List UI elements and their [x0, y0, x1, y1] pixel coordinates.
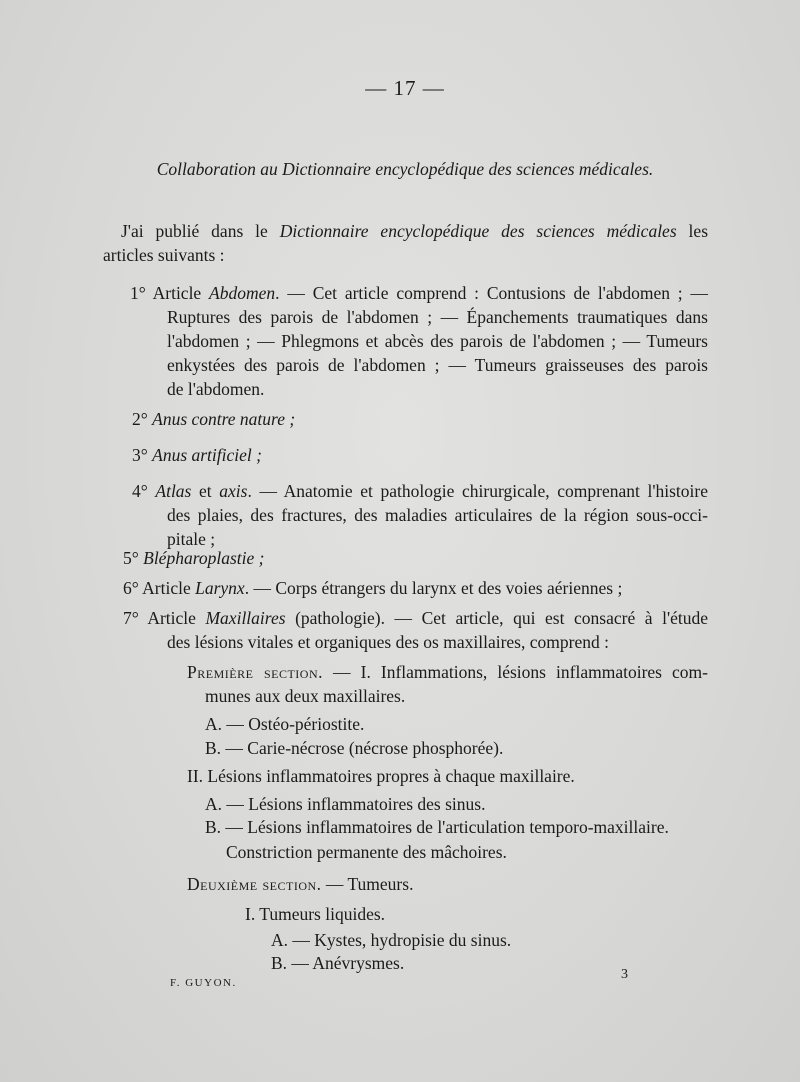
item-1-line-4: enkystées des parois de l'abdomen ; — Tumeurs graisseuses des parois — [167, 355, 708, 375]
item-text: Article — [138, 608, 206, 628]
item-number: 1° — [130, 283, 146, 303]
section-2-subheading-i: I. Tumeurs liquides. — [245, 904, 386, 924]
item-text: Article — [138, 578, 196, 598]
dictionary-title: Dictionnaire encyclopédique des sciences médicales — [279, 221, 677, 241]
section-1-ii-item-a: A. — Lésions inflammatoires des sinus. — [205, 794, 486, 814]
item-number: 7° — [123, 608, 139, 628]
item-number: 3° — [132, 445, 148, 465]
intro-line-1 — [121, 219, 708, 243]
folio-number: 3 — [621, 967, 628, 982]
section-1-ii-item-b: B. — Lésions inflammatoires de l'articulation temporo-maxillaire. — [205, 817, 669, 837]
item-1-line-3: l'abdomen ; — Phlegmons et abcès des parois de l'abdomen ; — Tumeurs — [167, 331, 708, 351]
item-1-line-5: de l'abdomen. — [167, 379, 265, 399]
item-number: 6° — [123, 578, 139, 598]
item-text: (pathologie). — Cet article, qui est consacré à l'étude — [285, 608, 708, 628]
item-number: 4° — [132, 481, 148, 501]
item-text: . — Corps étrangers du larynx et des voies aériennes ; — [244, 578, 623, 598]
item-1-line-2: Ruptures des parois de l'abdomen ; — Épanchements traumatiques dans — [167, 307, 708, 327]
item-2 — [132, 407, 295, 431]
intro-text: J'ai publié dans le — [121, 221, 280, 241]
item-7-line-2: des lésions vitales et organiques des os maxillaires, comprend : — [167, 632, 609, 652]
item-text: . — Anatomie et pathologie chirurgicale, comprenant l'histoire — [247, 481, 709, 501]
section-1-line-1 — [187, 660, 708, 684]
section-heading: Deuxième section. — [187, 874, 322, 894]
article-name: Abdomen — [209, 283, 276, 303]
article-name: Maxillaires — [205, 608, 286, 628]
section-1-item-a: A. — Ostéo-périostite. — [205, 714, 365, 734]
section-1-constriction: Constriction permanente des mâchoires. — [226, 842, 507, 862]
item-4-line-3: pitale ; — [167, 529, 216, 549]
section-1-item-b: B. — Carie-nécrose (nécrose phosphorée). — [205, 738, 504, 758]
section-2-heading-line — [187, 872, 413, 896]
item-text: et — [191, 481, 220, 501]
item-3 — [132, 443, 262, 467]
article-name: Atlas — [155, 481, 192, 501]
section-2-item-b: B. — Anévrysmes. — [271, 953, 405, 973]
section-text: — Tumeurs. — [321, 874, 414, 894]
item-number: 5° — [123, 548, 139, 568]
intro-text-end: les — [676, 221, 709, 241]
item-4-line-2: des plaies, des fractures, des maladies articulaires de la région sous-occi- — [167, 505, 708, 525]
section-heading: Première section. — [187, 662, 323, 682]
article-name: Anus contre nature ; — [152, 409, 296, 429]
item-7-line-1 — [123, 606, 708, 630]
item-4-line-1 — [132, 479, 708, 503]
signature-mark: F. GUYON. — [170, 977, 237, 989]
page-number: — 17 — — [365, 76, 445, 100]
section-title: Collaboration au Dictionnaire encyclopédique des sciences médicales. — [156, 159, 654, 179]
item-number: 2° — [132, 409, 148, 429]
item-1-line-1 — [130, 281, 708, 305]
item-text: Article — [145, 283, 210, 303]
article-name: Larynx — [195, 578, 245, 598]
article-name: Anus artificiel ; — [152, 445, 262, 465]
article-name: Blépharoplastie ; — [143, 548, 265, 568]
item-5 — [123, 546, 264, 570]
intro-line-2: articles suivants : — [103, 245, 225, 265]
section-1-subheading-ii: II. Lésions inflammatoires propres à chaque maxillaire. — [187, 766, 575, 786]
section-1-line-2: munes aux deux maxillaires. — [205, 686, 406, 706]
item-6 — [123, 576, 622, 600]
section-2-item-a: A. — Kystes, hydropisie du sinus. — [271, 930, 512, 950]
section-text: — I. Inflammations, lésions inflammatoires com- — [323, 662, 708, 682]
item-text: . — Cet article comprend : Contusions de l'abdomen ; — — [275, 283, 709, 303]
article-name: axis — [219, 481, 248, 501]
